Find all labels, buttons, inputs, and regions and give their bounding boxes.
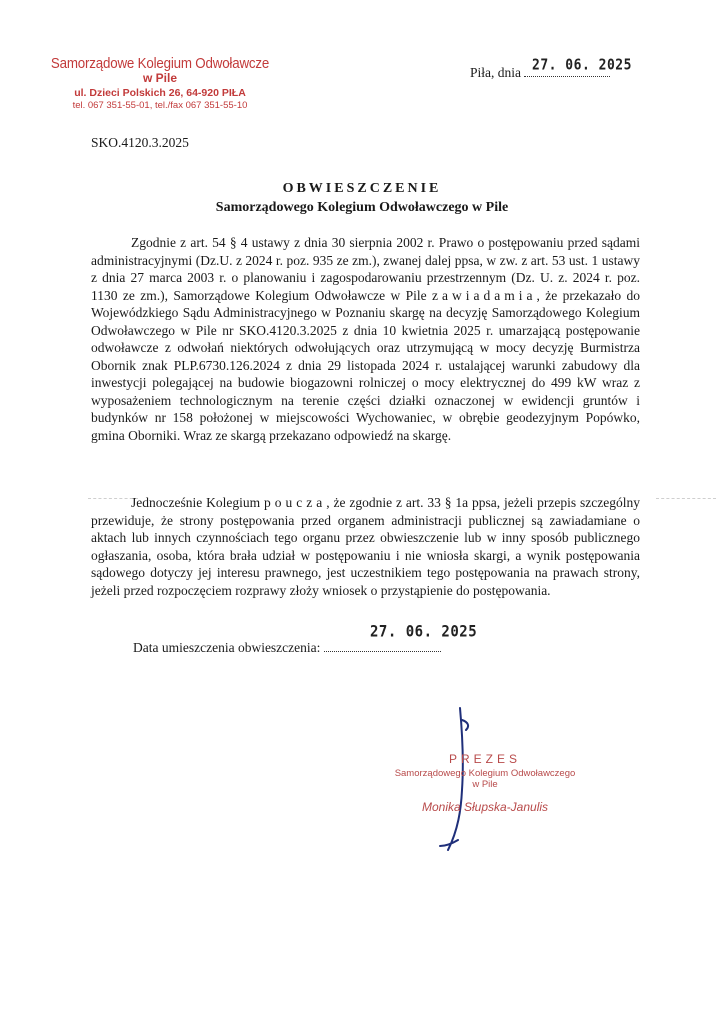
- document-subtitle: Samorządowego Kolegium Odwoławczego w Pile: [215, 200, 509, 215]
- signature-block: [380, 752, 590, 814]
- paragraph-instruction: [91, 494, 640, 599]
- stamp-phone: tel. 067 351-55-01, tel./fax 067 351-55-10: [72, 100, 248, 111]
- divider-right: [656, 498, 716, 499]
- publication-date: [133, 640, 441, 656]
- place-and-date: [470, 56, 632, 81]
- case-reference: SKO.4120.3.2025: [91, 135, 189, 150]
- place-label: Piła, dnia: [470, 65, 521, 80]
- paragraph1-after: , że przekazało do Wojewódzkiego Sądu Administracyjnego w Poznaniu skargę na decyzję Samorządowego Kolegium Odwoławczego w Pile nr SKO.4120.3.2025 z dnia 10 kwietnia 2025 r. umarzającą postępowanie odwoławcze z odwołań niektórych odwołujących oraz utrzymującą w mocy decyzję Burmistrza Obornik znak PLP.6730.126.2024 z dnia 29 listopada 2024 r. ustalającej warunki zabudowy dla inwestycji polegającej na budowie biogazowni rolniczej o mocy elektrycznej do 499 kW wraz z wyposażeniem technologicznym na terenie części działki oznaczonej w ewidencji gruntów i budynków nr 158 położonej w miejscowości Wychowaniec, w obrębie geodezyjnym Popówko, gmina Oborniki. Wraz ze skargą przekazano odpowiedź na skargę.: [91, 287, 640, 443]
- paragraph-notice: [91, 234, 640, 444]
- publication-date-stamp: 27. 06. 2025: [370, 622, 478, 642]
- signature-org-line1: Samorządowego Kolegium Odwoławczego: [394, 768, 576, 779]
- office-stamp: [40, 56, 280, 111]
- signature-title: PREZES: [448, 752, 521, 766]
- stamp-name-line2: w Pile: [142, 71, 177, 85]
- date-dotted-line: [524, 56, 632, 77]
- document-title: OBWIESZCZENIE: [282, 181, 442, 196]
- publication-label: Data umieszczenia obwieszczenia:: [133, 640, 321, 655]
- stamp-address: ul. Dzieci Polskich 26, 64-920 PIŁA: [74, 87, 246, 99]
- paragraph2-after: , że zgodnie z art. 33 § 1a ppsa, jeżeli przepis szczególny przewiduje, że strony postępowania przed organem administracji publicznej są zawiadamiane o aktach lub innych czynnościach tego organu przez obwieszczenie lub w inny sposób publicznego ogłaszania, osoba, która brała udział w postępowaniu i nie wniosła skargi, a wynik postępowania sądowego dotyczy jej interesu prawnego, jest uczestnikiem tego postępowania na prawach strony, jeżeli przed rozpoczęciem rozprawy złoży wniosek o przystąpienie do postępowania.: [91, 495, 641, 598]
- date-stamp: 27. 06. 2025: [532, 56, 632, 75]
- signature-org-line2: w Pile: [472, 779, 498, 790]
- stamp-name-line1: Samorządowe Kolegium Odwoławcze: [50, 56, 270, 72]
- paragraph1-spaced-word: zawiadamia: [432, 287, 537, 303]
- paragraph2-before: Jednocześnie Kolegium: [131, 495, 261, 510]
- paragraph1-before: Zgodnie z art. 54 § 4 ustawy z dnia 30 sierpnia 2002 r. Prawo o postępowaniu przed sądami administracyjnymi (Dz.U. z 2024 r. poz. 935 ze zm.), zwanej dalej ppsa, w zw. z art. 53 ust. 1 ustawy z dnia 27 marca 2003 r. o planowaniu i zagospodarowaniu przestrzennym (Dz. U. z. 2024 r. poz. 1130 ze zm.), Samorządowe Kolegium Odwoławcze w Pile: [91, 235, 640, 303]
- signature-name: Monika Słupska-Janulis: [421, 800, 549, 814]
- paragraph2-spaced-word: poucza: [264, 495, 327, 510]
- publication-dotted-line: [324, 641, 441, 652]
